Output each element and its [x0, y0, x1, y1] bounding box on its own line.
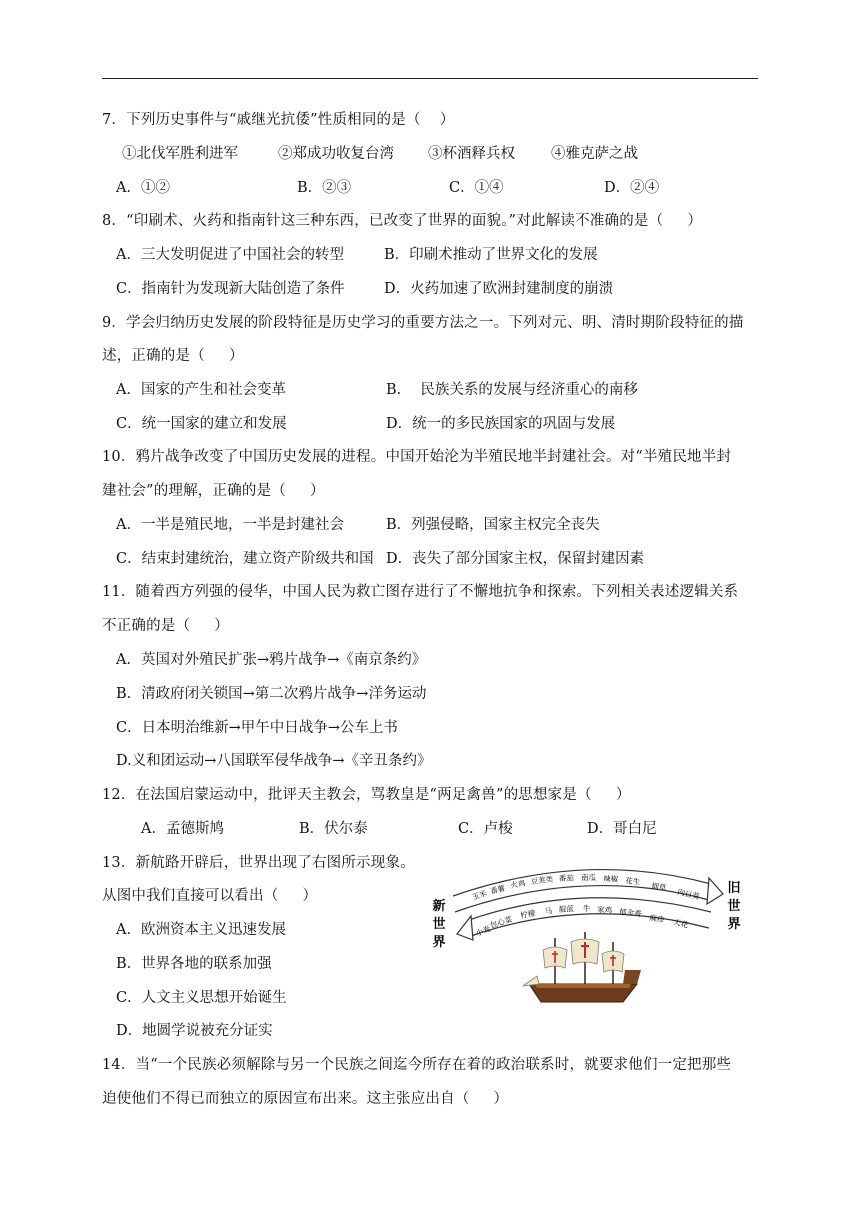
- top-arc-item: 火鸡: [509, 878, 527, 890]
- q7-option-a: A．①②: [116, 180, 170, 196]
- question-8-stem: 8．“印刷术、火药和指南针这三种东西，已改变了世界的面貌。”对此解读不准确的是（ ）: [102, 213, 703, 229]
- bottom-arc-item: 麻疹: [648, 913, 665, 925]
- q12-option-a: A．孟德斯鸠: [141, 821, 224, 837]
- header-rule: [102, 78, 758, 79]
- bottom-arc-item: 小麦: [474, 923, 492, 938]
- q10-option-c: C．结束封建统治，建立资产阶级共和国: [116, 551, 374, 567]
- q13-option-b: B．世界各地的联系加强: [116, 956, 272, 972]
- bottom-arc-item: 柠檬: [519, 908, 537, 920]
- q13-option-a: A．欧洲资本主义迅速发展: [116, 922, 286, 938]
- q12-option-b: B．伏尔泰: [299, 821, 368, 837]
- q8-option-d: D．火药加速了欧洲封建制度的崩溃: [384, 281, 614, 297]
- top-arc-item: 豆荚类: [530, 874, 554, 886]
- question-13-stem-line1: 13．新航路开辟后，世界出现了右图所示现象。: [102, 855, 415, 871]
- top-arc-item: 烟草: [650, 881, 667, 893]
- q7-item-1: ①北伐军胜利进军: [122, 146, 238, 162]
- q9-option-d: D．统一的多民族国家的巩固与发展: [386, 416, 616, 432]
- q11-option-d: D.义和团运动→八国联军侵华战争→《辛丑条约》: [116, 753, 432, 769]
- sailing-ship-icon: [523, 932, 641, 1002]
- new-world-label-1: 新: [432, 899, 446, 914]
- top-arc-item: 向日葵: [676, 887, 701, 902]
- q10-option-b: B．列强侵略，国家主权完全丧失: [386, 517, 600, 533]
- bottom-arc-item: 马: [544, 906, 553, 916]
- old-world-label-1: 旧: [727, 881, 741, 896]
- q11-option-c: C．日本明治维新→甲午中日战争→公车上书: [116, 720, 398, 736]
- top-arc-item: 花生: [624, 876, 641, 887]
- q7-item-3: ③杯酒释兵权: [428, 146, 515, 162]
- question-11-stem-line1: 11．随着西方列强的侵华，中国人民为救亡图存进行了不懈地抗争和探索。下列相关表述逻辑关系: [102, 584, 739, 600]
- question-11-stem-line2: 不正确的是（ ）: [102, 618, 229, 634]
- question-14-stem-line2: 迫使他们不得已而独立的原因宣布出来。这主张应出自（ ）: [102, 1091, 509, 1107]
- q11-option-a: A．英国对外殖民扩张→鸦片战争→《南京条约》: [116, 652, 427, 668]
- new-world-label-3: 界: [432, 935, 446, 950]
- bottom-arc-item: 靛蓝: [558, 904, 575, 914]
- question-14-stem-line1: 14．当“一个民族必须解除与另一个民族之间迄今所存在着的政治联系时，就要求他们一定把那些: [102, 1057, 732, 1073]
- bottom-arc-item: 郁金香: [618, 907, 643, 919]
- top-arc-item: 辣椒: [602, 874, 619, 884]
- question-9-stem-line1: 9．学会归纳历史发展的阶段特征是历史学习的重要方法之一。下列对元、明、清时期阶段特征的描: [102, 315, 744, 331]
- question-7-stem: 7．下列历史事件与“戚继光抗倭”性质相同的是（ ）: [102, 112, 455, 128]
- bottom-arc-item: 天花: [672, 917, 690, 930]
- bottom-arc-item: 家鸡: [596, 905, 613, 915]
- columbian-exchange-figure: [425, 858, 755, 1010]
- question-9-stem-line2: 述，正确的是（ ）: [102, 348, 244, 364]
- q12-option-d: D．哥白尼: [587, 821, 657, 837]
- old-world-label-3: 界: [727, 917, 741, 932]
- question-13-stem-line2: 从图中我们直接可以看出（ ）: [102, 888, 318, 904]
- q10-option-a: A．一半是殖民地，一半是封建社会: [116, 517, 344, 533]
- q13-option-c: C．人文主义思想开始诞生: [116, 990, 287, 1006]
- q7-item-4: ④雅克萨之战: [551, 146, 638, 162]
- new-world-label-2: 世: [432, 917, 446, 932]
- question-10-stem-line1: 10．鸦片战争改变了中国历史发展的进程。中国开始沦为半殖民地半封建社会。对“半殖民地半封: [102, 449, 732, 465]
- bottom-arc-item: 牛: [583, 904, 591, 913]
- question-12-stem: 12．在法国启蒙运动中，批评天主教会，骂教皇是“两足禽兽”的思想家是（ ）: [102, 787, 631, 803]
- q8-option-b: B．印刷术推动了世界文化的发展: [384, 247, 598, 263]
- top-arc-item: 番茄: [558, 873, 575, 883]
- q9-option-b: B． 民族关系的发展与经济重心的南移: [386, 382, 638, 398]
- q7-option-c: C．①④: [449, 180, 504, 196]
- q10-option-d: D．丧失了部分国家主权，保留封建因素: [386, 551, 645, 567]
- q7-item-2: ②郑成功收复台湾: [278, 146, 394, 162]
- q11-option-b: B．清政府闭关锁国→第二次鸦片战争→洋务运动: [116, 686, 427, 702]
- q9-option-c: C．统一国家的建立和发展: [116, 416, 287, 432]
- old-world-label-2: 世: [727, 899, 741, 914]
- top-arc-item: 番薯: [489, 883, 507, 896]
- question-10-stem-line2: 建社会”的理解，正确的是（ ）: [102, 483, 325, 499]
- q13-option-d: D．地圆学说被充分证实: [116, 1023, 273, 1039]
- q7-option-d: D．②④: [604, 180, 660, 196]
- q12-option-c: C．卢梭: [458, 821, 513, 837]
- top-arc-item: 南瓜: [581, 873, 596, 882]
- q8-option-c: C．指南针为发现新大陆创造了条件: [116, 281, 345, 297]
- top-arc-item: 玉米: [470, 888, 488, 902]
- left-arrow-icon: [457, 916, 473, 940]
- q7-option-b: B．②③: [297, 180, 352, 196]
- q9-option-a: A．国家的产生和社会变革: [116, 382, 286, 398]
- bottom-arc-item: 包心菜: [488, 914, 514, 930]
- right-arrow-icon: [707, 878, 723, 904]
- q8-option-a: A．三大发明促进了中国社会的转型: [116, 247, 344, 263]
